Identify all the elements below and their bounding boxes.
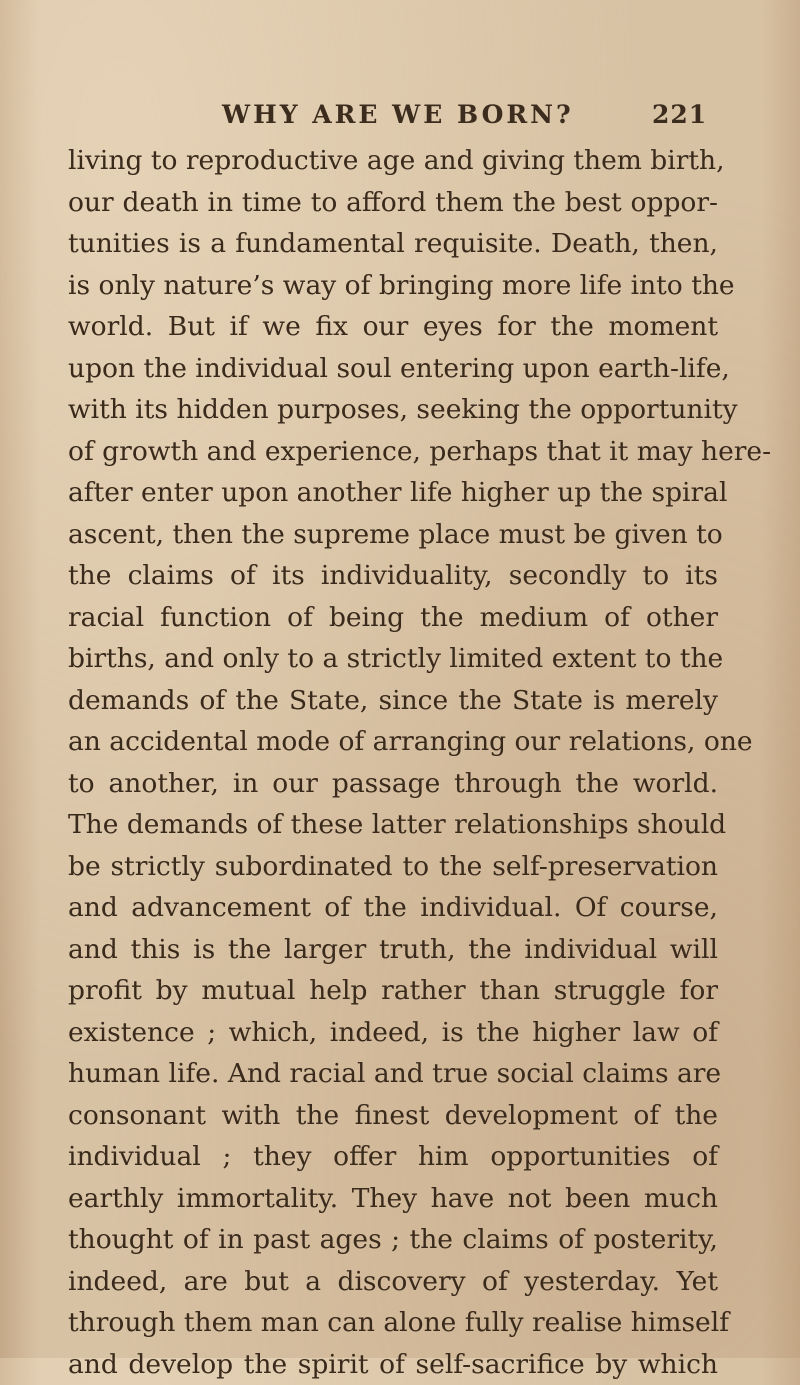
text-line: through them man can alone fully realise himself (68, 1302, 718, 1344)
text-line: and this is the larger truth, the individual will (68, 929, 718, 971)
text-line: to another, in our passage through the world. (68, 763, 718, 805)
text-line: human life. And racial and true social claims are (68, 1053, 718, 1095)
text-line: world. But if we fix our eyes for the moment (68, 306, 718, 348)
text-line: earthly immortality. They have not been much (68, 1178, 718, 1220)
text-line: upon the individual soul entering upon earth-life, (68, 348, 718, 390)
text-line: and advancement of the individual. Of course, (68, 887, 718, 929)
text-line: of growth and experience, perhaps that it may here- (68, 431, 718, 473)
running-head (0, 100, 800, 140)
text-line: living to reproductive age and giving them birth, (68, 140, 718, 182)
text-line: after enter upon another life higher up the spiral (68, 472, 718, 514)
text-line: the claims of its individuality, secondly to its (68, 555, 718, 597)
text-line: an accidental mode of arranging our relations, one (68, 721, 718, 763)
running-title: WHY ARE WE BORN? (222, 100, 574, 129)
text-line: The demands of these latter relationships should (68, 804, 718, 846)
text-line: births, and only to a strictly limited extent to the (68, 638, 718, 680)
text-line: profit by mutual help rather than struggle for (68, 970, 718, 1012)
text-line: and develop the spirit of self-sacrifice by which (68, 1344, 718, 1385)
text-line: existence ; which, indeed, is the higher law of (68, 1012, 718, 1054)
page-number: 221 (652, 100, 707, 129)
text-line: indeed, are but a discovery of yesterday. Yet (68, 1261, 718, 1303)
text-line: tunities is a fundamental requisite. Death, then, (68, 223, 718, 265)
text-line: demands of the State, since the State is merely (68, 680, 718, 722)
text-line: racial function of being the medium of other (68, 597, 718, 639)
text-line: with its hidden purposes, seeking the opportunity (68, 389, 718, 431)
text-line: consonant with the finest development of the (68, 1095, 718, 1137)
text-line: our death in time to afford them the best oppor- (68, 182, 718, 224)
text-line: thought of in past ages ; the claims of posterity, (68, 1219, 718, 1261)
text-line: is only nature’s way of bringing more life into the (68, 265, 718, 307)
text-line: individual ; they offer him opportunities of (68, 1136, 718, 1178)
body-text (68, 140, 718, 1385)
text-line: be strictly subordinated to the self-preservation (68, 846, 718, 888)
text-line: ascent, then the supreme place must be given to (68, 514, 718, 556)
